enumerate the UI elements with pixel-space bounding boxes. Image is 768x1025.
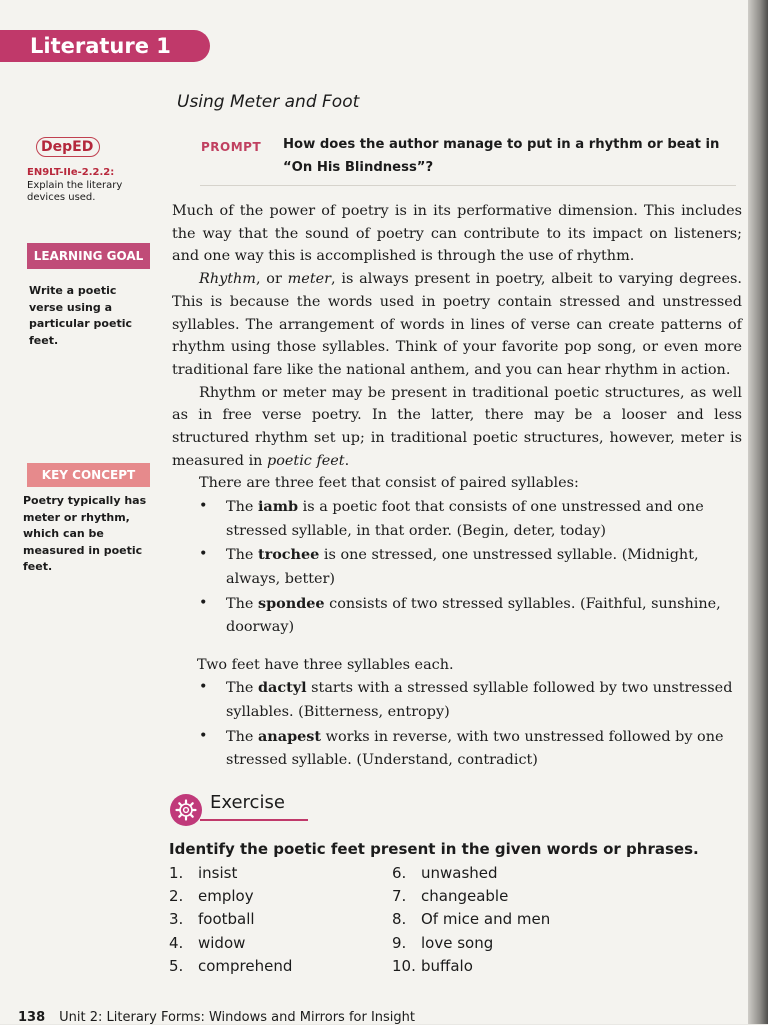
term-meter: meter <box>287 271 331 288</box>
item-text: changeable <box>421 887 509 906</box>
list-item-anapest <box>172 725 742 773</box>
exercise-item <box>392 932 550 955</box>
item-number: 9. <box>392 933 407 952</box>
exercise-item <box>392 862 550 885</box>
exercise-item <box>169 862 292 885</box>
item-number: 1. <box>169 864 184 882</box>
competency-text: Explain the literary devices used. <box>27 179 123 203</box>
item-number: 2. <box>169 887 184 906</box>
exercise-title: Exercise <box>210 792 285 813</box>
bullet: • <box>199 498 208 515</box>
learning-goal-text: Write a poetic verse using a particular poetic feet. <box>29 284 132 347</box>
prompt-question: How does the author manage to put in a rhythm or beat in “On His Blindness”? <box>283 137 720 175</box>
item-number: 8. <box>392 910 407 929</box>
term-trochee: trochee <box>257 546 320 564</box>
item-text: widow <box>198 933 246 952</box>
competency-code: EN9LT-IIe-2.2.2: <box>27 167 115 178</box>
item-text: buffalo <box>421 956 473 975</box>
paragraph-meter-text: Rhythm or meter may be present in traditional poetic structures, as well as in free verse poetry. In the latter, there may be a looser and less structured rhythm set up; in traditional poetic structures, however, meter is measured in <box>172 384 742 469</box>
item-text: employ <box>198 887 254 906</box>
item-definition: works in reverse, with two unstressed followed by one stressed syllable. (Understand, contradict) <box>226 728 724 769</box>
paragraph-paired-intro: There are three feet that consist of paired syllables: <box>199 475 579 492</box>
bullet: • <box>199 727 208 744</box>
prompt-divider <box>200 185 736 186</box>
term-spondee: spondee <box>257 594 325 612</box>
paragraph-rhythm-rest: , is always present in poetry, albeit to varying degrees. This is because the words used in poetry contain stressed and unstressed syllables. The arrangement of words in lines of verse can create patterns of rhythm using those syllables. Think of your favorite pop song, or even more traditional fare like the national anthem, and you can hear rhythm in action. <box>172 271 742 378</box>
item-prefix: The <box>226 547 258 564</box>
item-text: insist <box>198 864 238 882</box>
prompt-label: PROMPT <box>201 140 262 154</box>
item-prefix: The <box>226 595 258 612</box>
item-number: 5. <box>169 956 184 975</box>
item-prefix: The <box>226 680 258 697</box>
key-concept-text: Poetry typically has meter or rhythm, which can be measured in poetic feet. <box>23 494 147 573</box>
item-definition: is a poetic foot that consists of one unstressed and one stressed syllable, in that order. (Begin, deter, today) <box>226 499 704 539</box>
bullet: • <box>199 679 208 696</box>
bullet: • <box>199 546 208 563</box>
triple-feet-list <box>172 676 742 772</box>
paired-feet-list <box>172 495 742 640</box>
item-text: comprehend <box>198 956 293 975</box>
learning-goal-badge: LEARNING GOAL <box>27 243 150 269</box>
bullet: • <box>199 594 208 611</box>
exercise-list-right <box>392 862 550 978</box>
item-definition: starts with a stressed syllable followed by two unstressed syllables. (Bitterness, entropy) <box>226 680 733 720</box>
item-number: 10. <box>392 956 416 975</box>
term-rhythm: Rhythm <box>199 271 256 288</box>
lesson-body <box>172 200 742 773</box>
unit-banner: Literature 1 <box>0 30 210 62</box>
item-number: 3. <box>169 910 184 929</box>
exercise-item <box>169 885 292 908</box>
item-text: football <box>198 910 255 929</box>
item-prefix: The <box>226 728 258 745</box>
paragraph-performative: Much of the power of poetry is in its performative dimension. This includes the way that the sound of poetry can contribute to its impact on listeners; and one way this is accomplished is through the use of rhythm. <box>172 203 742 265</box>
term-anapest: anapest <box>257 727 322 745</box>
exercise-gear-icon <box>170 794 202 826</box>
exercise-item <box>392 908 550 931</box>
term-poetic-feet: poetic feet <box>267 452 345 469</box>
book-page-edge <box>748 0 768 1024</box>
item-number: 7. <box>392 887 407 906</box>
paragraph-meter <box>172 382 742 473</box>
paragraph-triple-intro: Two feet have three syllables each. <box>197 656 454 673</box>
list-item-dactyl <box>172 676 742 724</box>
lesson-title: Using Meter and Foot <box>177 92 360 112</box>
key-concept-badge: KEY CONCEPT <box>27 463 150 487</box>
item-prefix: The <box>226 499 258 516</box>
item-definition: is one stressed, one unstressed syllable. (Midnight, always, better) <box>226 547 699 587</box>
exercise-instruction: Identify the poetic feet present in the given words or phrases. <box>169 840 699 858</box>
exercise-item <box>392 955 550 978</box>
competency-note <box>27 167 152 205</box>
exercise-list-left <box>169 862 292 978</box>
list-item-trochee <box>172 543 742 591</box>
exercise-item <box>392 885 550 908</box>
item-number: 6. <box>392 864 407 882</box>
period: . <box>344 452 350 469</box>
text-or: , or <box>255 271 288 288</box>
list-item-iamb <box>172 495 742 543</box>
list-item-spondee <box>172 592 742 640</box>
item-number: 4. <box>169 933 184 952</box>
exercise-item <box>169 932 292 955</box>
item-text: love song <box>421 933 494 952</box>
deped-logo: DepED <box>36 137 100 157</box>
exercise-item <box>169 955 292 978</box>
term-iamb: iamb <box>257 498 299 516</box>
footer-unit-text: Unit 2: Literary Forms: Windows and Mirrors for Insight <box>59 1010 415 1025</box>
item-text: unwashed <box>421 864 498 882</box>
page-footer <box>18 1010 415 1025</box>
exercise-item <box>169 908 292 931</box>
exercise-underline <box>200 819 308 821</box>
term-dactyl: dactyl <box>257 679 307 697</box>
paragraph-rhythm <box>172 268 742 382</box>
page-number: 138 <box>18 1010 46 1025</box>
item-definition: consists of two stressed syllables. (Faithful, sunshine, doorway) <box>226 595 721 636</box>
item-text: Of mice and men <box>421 910 551 929</box>
